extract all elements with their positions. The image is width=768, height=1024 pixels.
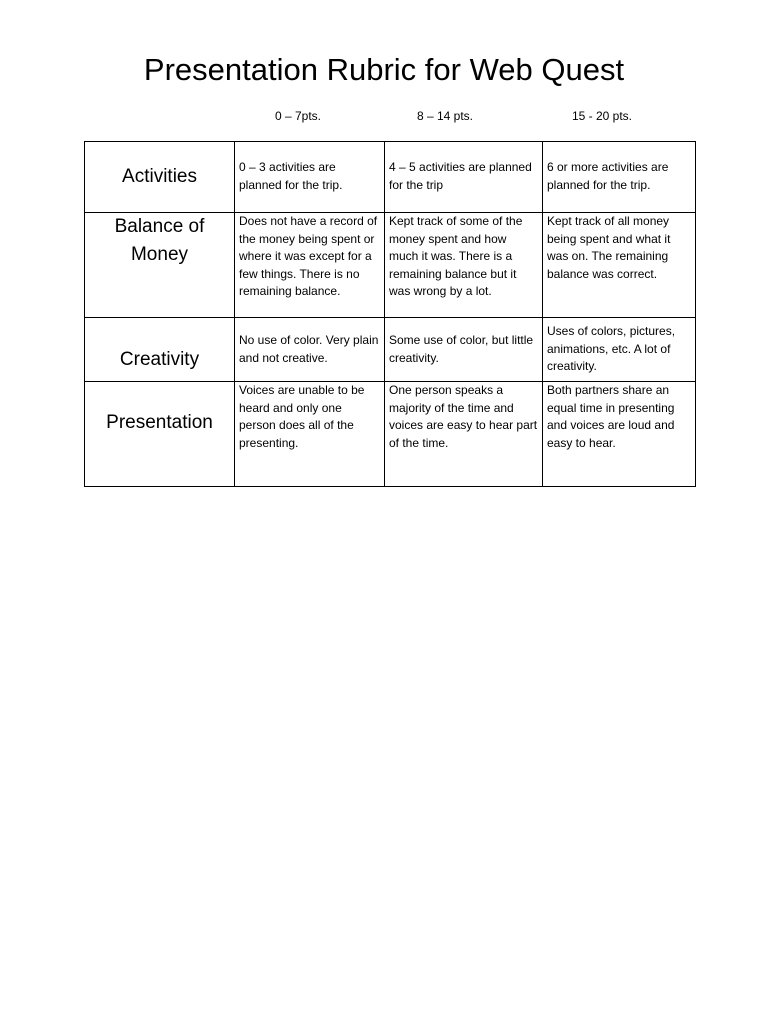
rubric-cell: Both partners share an equal time in presenting and voices are loud and easy to hear. [543,382,696,487]
score-level-header: 0 – 7pts. [274,109,322,123]
page-title: Presentation Rubric for Web Quest [143,52,625,87]
rubric-cell: One person speaks a majority of the time and voices are easy to hear part of the time. [385,382,543,487]
rubric-row [85,213,696,318]
rubric-table [84,141,696,487]
rubric-cell: Kept track of some of the money spent and how much it was. There is a remaining balance but it was wrong by a lot. [385,213,543,318]
criterion-creativity: Creativity [85,318,235,382]
criterion-presentation: Presentation [85,382,235,487]
score-level-header: 8 – 14 pts. [416,109,474,123]
rubric-cell: 6 or more activities are planned for the trip. [543,142,696,213]
rubric-cell: Kept track of all money being spent and what it was on. The remaining balance was correct. [543,213,696,318]
rubric-cell: Does not have a record of the money being spent or where it was except for a few things. There is no remaining balance. [235,213,385,318]
rubric-row [85,142,696,213]
rubric-cell: Some use of color, but little creativity. [385,318,543,382]
criterion-balance-of-money: Balance of Money [85,213,235,318]
rubric-cell: No use of color. Very plain and not creative. [235,318,385,382]
criterion-activities: Activities [85,142,235,213]
rubric-cell: 0 – 3 activities are planned for the trip. [235,142,385,213]
rubric-row [85,382,696,487]
score-level-header: 15 - 20 pts. [571,109,633,123]
rubric-cell: Uses of colors, pictures, animations, etc. A lot of creativity. [543,318,696,382]
rubric-row [85,318,696,382]
rubric-cell: 4 – 5 activities are planned for the trip [385,142,543,213]
rubric-cell: Voices are unable to be heard and only one person does all of the presenting. [235,382,385,487]
